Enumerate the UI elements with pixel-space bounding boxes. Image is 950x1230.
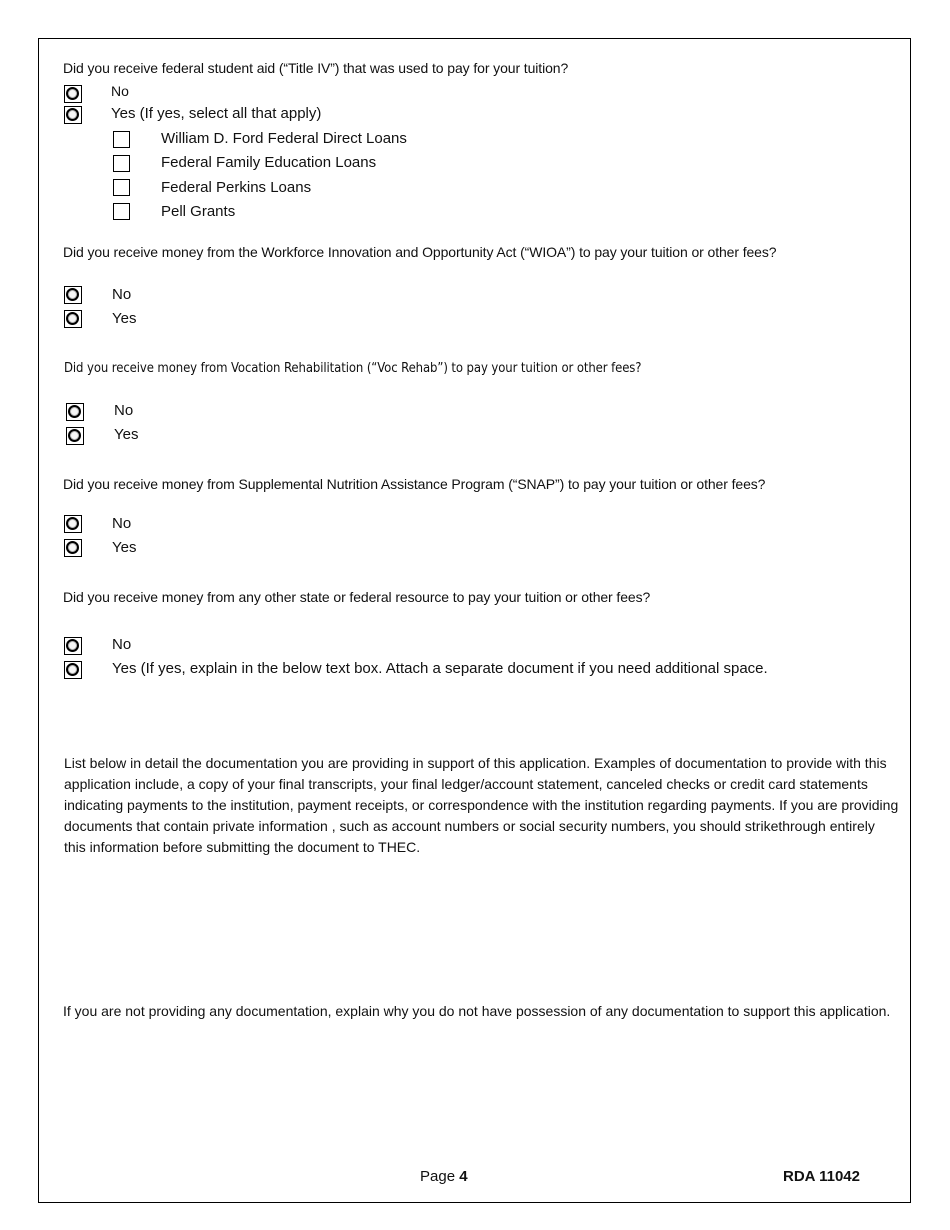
page-number xyxy=(420,1168,468,1185)
page-label: Page xyxy=(420,1168,456,1185)
title-iv-no-label: No xyxy=(111,83,129,99)
wioa-yes-radio[interactable] xyxy=(64,310,82,328)
title-iv-no-radio[interactable] xyxy=(64,85,82,103)
wioa-yes-label: Yes xyxy=(112,310,137,327)
voc-rehab-no-radio[interactable] xyxy=(66,403,84,421)
wioa-question: Did you receive money from the Workforce Innovation and Opportunity Act (“WIOA”) to pay your tuition or other fees? xyxy=(63,244,777,260)
voc-rehab-yes-label: Yes xyxy=(114,426,139,443)
other-resource-question: Did you receive money from any other state or federal resource to pay your tuition or other fees? xyxy=(63,589,651,605)
title-iv-question: Did you receive federal student aid (“Title IV”) that was used to pay for your tuition? xyxy=(63,60,569,76)
snap-question: Did you receive money from Supplemental Nutrition Assistance Program (“SNAP”) to pay your tuition or other fees? xyxy=(63,476,766,492)
page-number-value: 4 xyxy=(459,1168,468,1185)
form-id: RDA 11042 xyxy=(783,1168,860,1185)
title-iv-yes-label: Yes (If yes, select all that apply) xyxy=(111,105,322,122)
ffel-checkbox[interactable] xyxy=(113,155,130,172)
voc-rehab-question: Did you receive money from Vocation Rehabilitation (“Voc Rehab”) to pay your tuition or other fees? xyxy=(64,361,642,376)
other-resource-no-label: No xyxy=(112,636,132,653)
no-documentation-instructions: If you are not providing any documentation, explain why you do not have possession of any documentation to support this application. xyxy=(63,1003,891,1019)
perkins-label: Federal Perkins Loans xyxy=(161,179,312,196)
pell-checkbox[interactable] xyxy=(113,203,130,220)
wioa-no-label: No xyxy=(112,286,132,303)
snap-no-radio[interactable] xyxy=(64,515,82,533)
other-resource-yes-radio[interactable] xyxy=(64,661,82,679)
ffel-label: Federal Family Education Loans xyxy=(161,154,377,171)
wioa-no-radio[interactable] xyxy=(64,286,82,304)
snap-no-label: No xyxy=(112,515,132,532)
title-iv-yes-radio[interactable] xyxy=(64,106,82,124)
pell-label: Pell Grants xyxy=(161,203,236,220)
documentation-instructions: List below in detail the documentation you are providing in support of this application. Examples of documentation to provide with this application include, a copy of your final transcripts, your final ledger/account statement, canceled checks or credit card statements indicating payments to the institution, payment receipts, or correspondence with the institution regarding payments. If you are providing documents that contain private information , such as account numbers or social security numbers, you should strikethrough entirely this information before submitting the document to THEC. xyxy=(64,755,899,855)
perkins-checkbox[interactable] xyxy=(113,179,130,196)
other-resource-yes-label: Yes (If yes, explain in the below text box. Attach a separate document if you need additional space. xyxy=(112,660,768,677)
direct-loans-label: William D. Ford Federal Direct Loans xyxy=(161,130,407,147)
voc-rehab-yes-radio[interactable] xyxy=(66,427,84,445)
snap-yes-label: Yes xyxy=(112,539,137,556)
voc-rehab-no-label: No xyxy=(114,402,134,419)
direct-loans-checkbox[interactable] xyxy=(113,131,130,148)
snap-yes-radio[interactable] xyxy=(64,539,82,557)
other-resource-no-radio[interactable] xyxy=(64,637,82,655)
